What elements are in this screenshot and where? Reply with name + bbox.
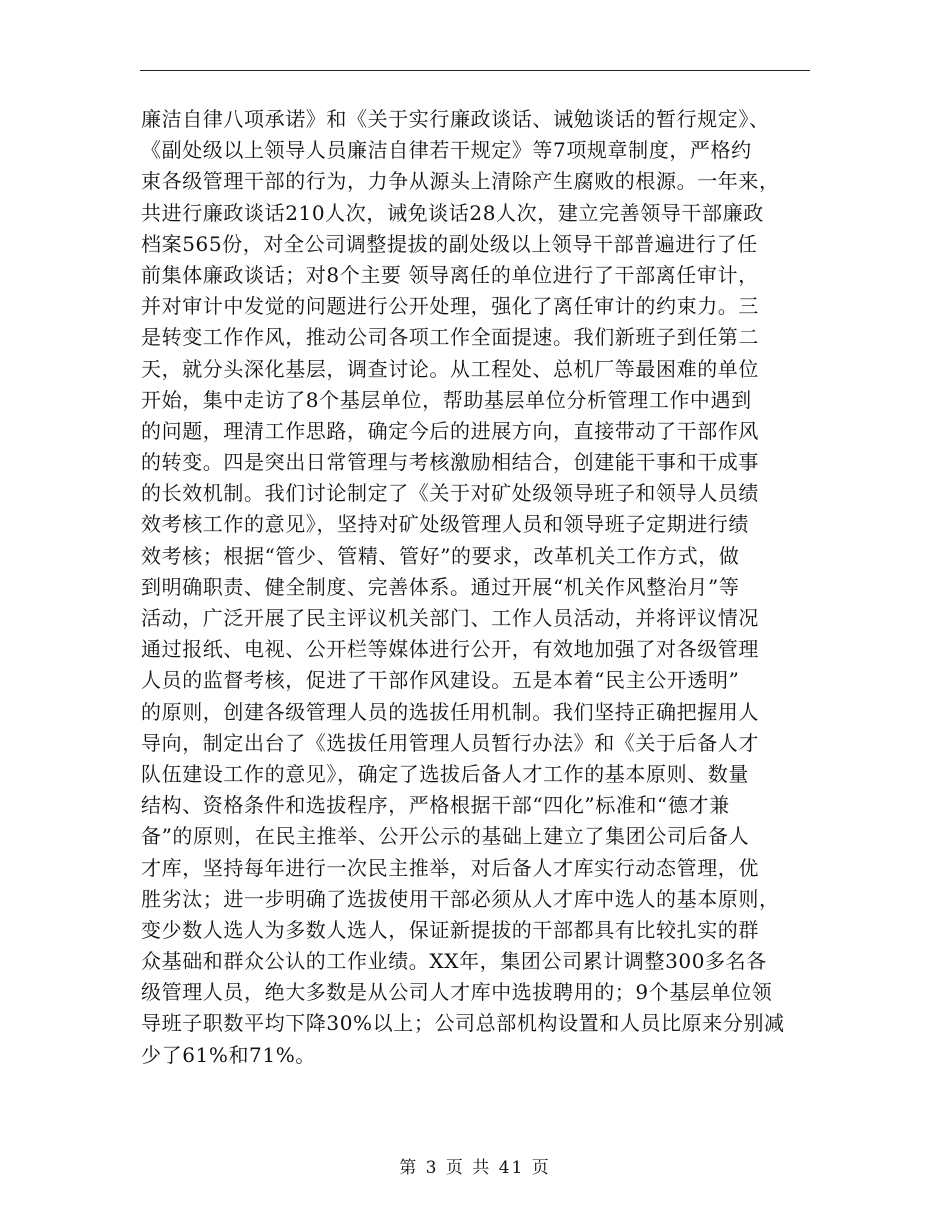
text-line: 才库，坚持每年进行一次民主推举，对后备人才库实行动态管理，优	[141, 855, 759, 880]
text-line: 是转变工作作风，推动公司各项工作全面提速。我们新班子到任第二	[141, 325, 759, 350]
text-line: 廉洁自律八项承诺》和《关于实行廉政谈话、诫勉谈话的暂行规定》、	[141, 107, 770, 131]
text-line: 《副处级以上领导人员廉洁自律若干规定》等7项规章制度，严格约	[141, 138, 752, 163]
text-line: 前集体廉政谈话；对8个主要 领导离任的单位进行了干部离任审计，	[141, 262, 759, 287]
text-line: 人员的监督考核，促进了干部作风建设。五是本着“民主公开透明”	[141, 668, 740, 693]
text-line: 共进行廉政谈话210人次，诫免谈话28人次，建立完善领导干部廉政	[141, 200, 764, 225]
text-line: 的原则，创建各级管理人员的选拔任用机制。我们坚持正确把握用人	[141, 699, 759, 724]
body-paragraph	[141, 104, 811, 1071]
text-line: 的转变。四是突出日常管理与考核激励相结合，创建能干事和干成事	[141, 450, 759, 475]
text-line: 效考核；根据“管少、管精、管好”的要求，改革机关工作方式，做	[141, 543, 740, 568]
header-rule	[140, 70, 810, 71]
text-line: 的问题，理清工作思路，确定今后的进展方向，直接带动了干部作风	[141, 418, 759, 443]
text-line: 到明确职责、健全制度、完善体系。通过开展“机关作风整治月”等	[141, 574, 740, 599]
text-line: 效考核工作的意见》，坚持对矿处级管理人员和领导班子定期进行绩	[141, 512, 749, 537]
text-line: 变少数人选人为多数人选人，保证新提拔的干部都具有比较扎实的群	[141, 917, 759, 942]
text-line: 导向，制定出台了《选拔任用管理人员暂行办法》和《关于后备人才	[141, 730, 759, 755]
text-line: 级管理人员，绝大多数是从公司人才库中选拔聘用的；9个基层单位领	[141, 980, 773, 1005]
text-line: 天，就分头深化基层，调查讨论。从工程处、总机厂等最困难的单位	[141, 356, 759, 381]
text-line: 胜劣汰；进一步明确了选拔使用干部必须从人才库中选人的基本原则，	[141, 886, 780, 911]
text-line: 结构、资格条件和选拔程序，严格根据干部“四化”标准和“德才兼	[141, 793, 730, 818]
text-line: 的长效机制。我们讨论制定了《关于对矿处级领导班子和领导人员绩	[141, 481, 759, 506]
text-line: 活动，广泛开展了民主评议机关部门、工作人员活动，并将评议情况	[141, 606, 759, 630]
text-line: 开始，集中走访了8个基层单位，帮助基层单位分析管理工作中遇到	[141, 387, 752, 412]
text-line: 少了61%和71%。	[141, 1042, 316, 1067]
text-line: 导班子职数平均下降30%以上；公司总部机构设置和人员比原来分别减	[141, 1011, 785, 1036]
text-line: 众基础和群众公认的工作业绩。XX年，集团公司累计调整300多名各	[141, 949, 767, 974]
text-line: 束各级管理干部的行为，力争从源头上清除产生腐败的根源。一年来，	[141, 169, 780, 194]
text-line: 档案565份，对全公司调整提拔的副处级以上领导干部普遍进行了任	[141, 231, 758, 256]
text-line: 备”的原则，在民主推举、公开公示的基础上建立了集团公司后备人	[141, 824, 750, 849]
text-line: 并对审计中发觉的问题进行公开处理，强化了离任审计的约束力。三	[141, 294, 759, 319]
page-number-footer: 第 3 页 共 41 页	[399, 1158, 551, 1178]
text-line: 队伍建设工作的意见》，确定了选拔后备人才工作的基本原则、数量	[141, 761, 749, 786]
text-line: 通过报纸、电视、公开栏等媒体进行公开，有效地加强了对各级管理	[141, 637, 759, 662]
